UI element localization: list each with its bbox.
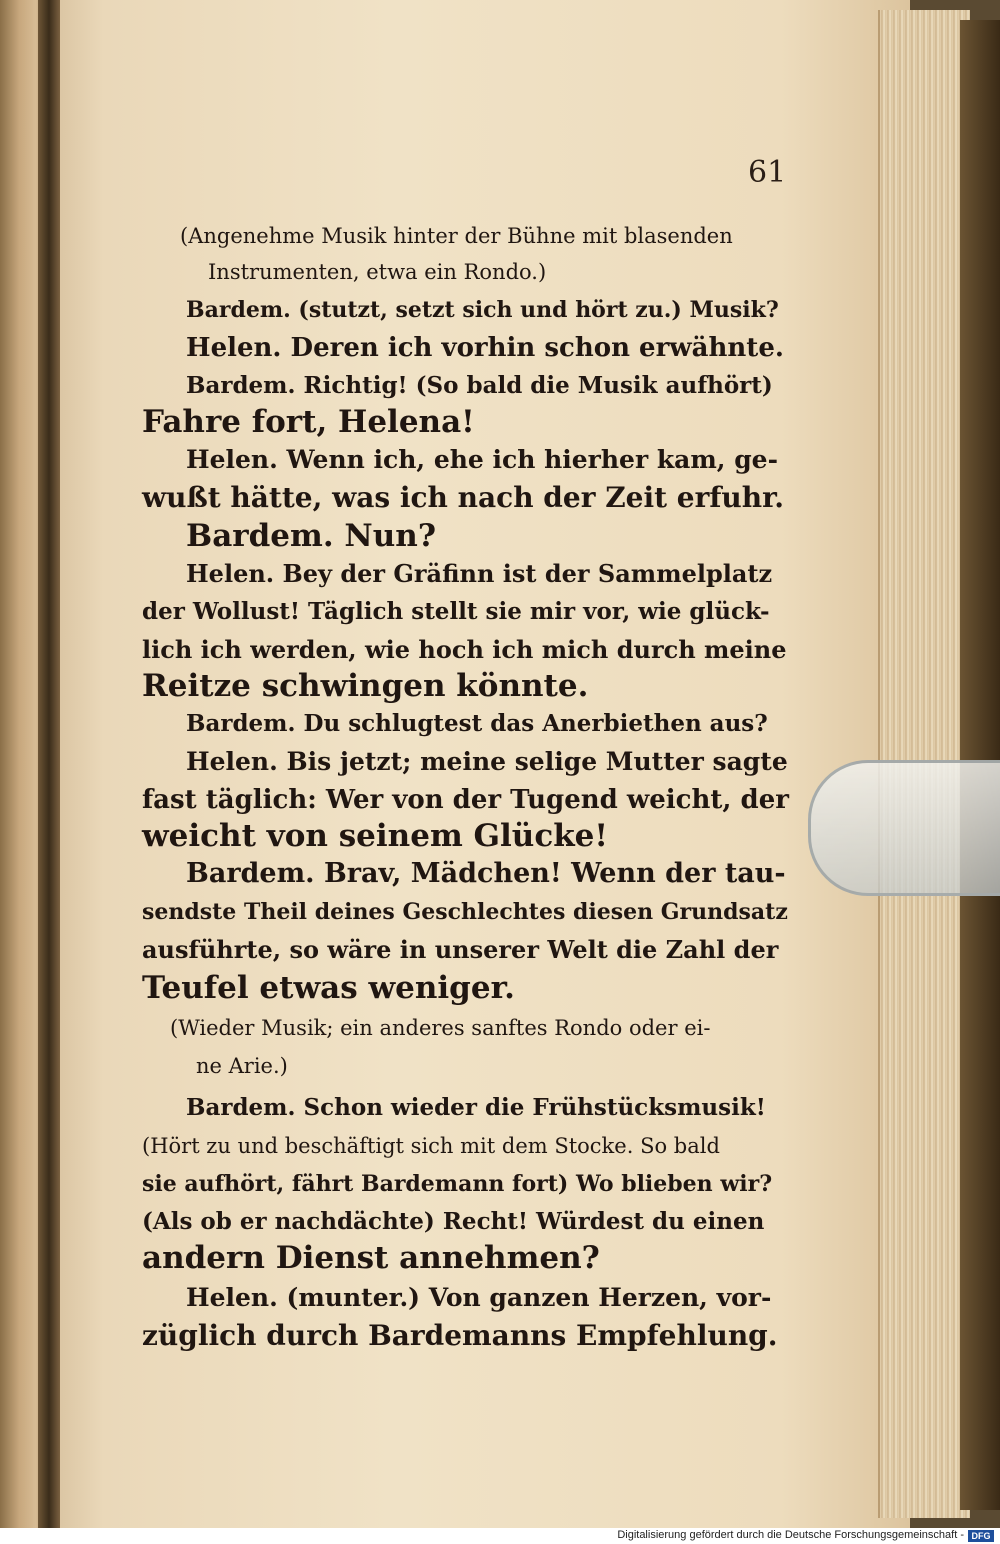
footer-bar <box>0 1528 1000 1544</box>
text-line: (Als ob er nachdächte) Recht! Würdest du einen <box>142 1208 765 1235</box>
text-line: Bardem. Richtig! (So bald die Musik aufhört) <box>186 372 773 399</box>
text-line: Helen. (munter.) Von ganzen Herzen, vor- <box>186 1283 772 1312</box>
text-line: weicht von seinem Glücke! <box>142 818 609 854</box>
text-line: sie aufhört, fährt Bardemann fort) Wo blieben wir? <box>142 1171 773 1197</box>
text-line: (Wieder Musik; ein anderes sanftes Rondo oder ei- <box>170 1016 711 1040</box>
text-line: sendste Theil deines Geschlechtes diesen Grundsatz <box>142 899 788 925</box>
text-line: Teufel etwas weniger. <box>142 970 515 1006</box>
text-line: Bardem. Schon wieder die Frühstücksmusik! <box>186 1094 766 1121</box>
text-line: Bardem. Du schlugtest das Anerbiethen aus? <box>186 710 768 737</box>
text-line: (Angenehme Musik hinter der Bühne mit blasenden <box>180 224 733 248</box>
text-line: Helen. Bis jetzt; meine selige Mutter sagte <box>186 747 788 776</box>
text-line: lich ich werden, wie hoch ich mich durch meine <box>142 635 787 664</box>
text-line: andern Dienst annehmen? <box>142 1240 600 1276</box>
text-line: Reitze schwingen könnte. <box>142 668 589 704</box>
page-holder-clip <box>808 760 1000 896</box>
text-line: Bardem. Nun? <box>186 518 436 554</box>
dfg-logo: DFG <box>968 1530 994 1542</box>
book-gutter <box>38 0 60 1528</box>
text-line: wußt hätte, was ich nach der Zeit erfuhr. <box>142 481 785 514</box>
text-line: Bardem. (stutzt, setzt sich und hört zu.) Musik? <box>186 297 779 323</box>
text-line: Bardem. Brav, Mädchen! Wenn der tau- <box>186 858 786 889</box>
text-line: Helen. Deren ich vorhin schon erwähnte. <box>186 333 784 363</box>
text-line: ausführte, so wäre in unserer Welt die Zahl der <box>142 935 779 964</box>
text-line: züglich durch Bardemanns Empfehlung. <box>142 1319 778 1352</box>
text-line: Fahre fort, Helena! <box>142 404 475 440</box>
text-line: fast täglich: Wer von der Tugend weicht, der <box>142 785 789 815</box>
footer-credit: Digitalisierung gefördert durch die Deutsche Forschungsgemeinschaft - <box>617 1529 964 1541</box>
text-line: (Hört zu und beschäftigt sich mit dem Stocke. So bald <box>142 1134 720 1158</box>
text-line: Instrumenten, etwa ein Rondo.) <box>208 260 547 284</box>
text-line: Helen. Wenn ich, ehe ich hierher kam, ge- <box>186 445 778 474</box>
page-number: 61 <box>748 155 787 190</box>
text-line: der Wollust! Täglich stellt sie mir vor, wie glück- <box>142 598 770 625</box>
text-line: Helen. Bey der Gräfinn ist der Sammelplatz <box>186 559 773 588</box>
text-line: ne Arie.) <box>196 1054 288 1078</box>
